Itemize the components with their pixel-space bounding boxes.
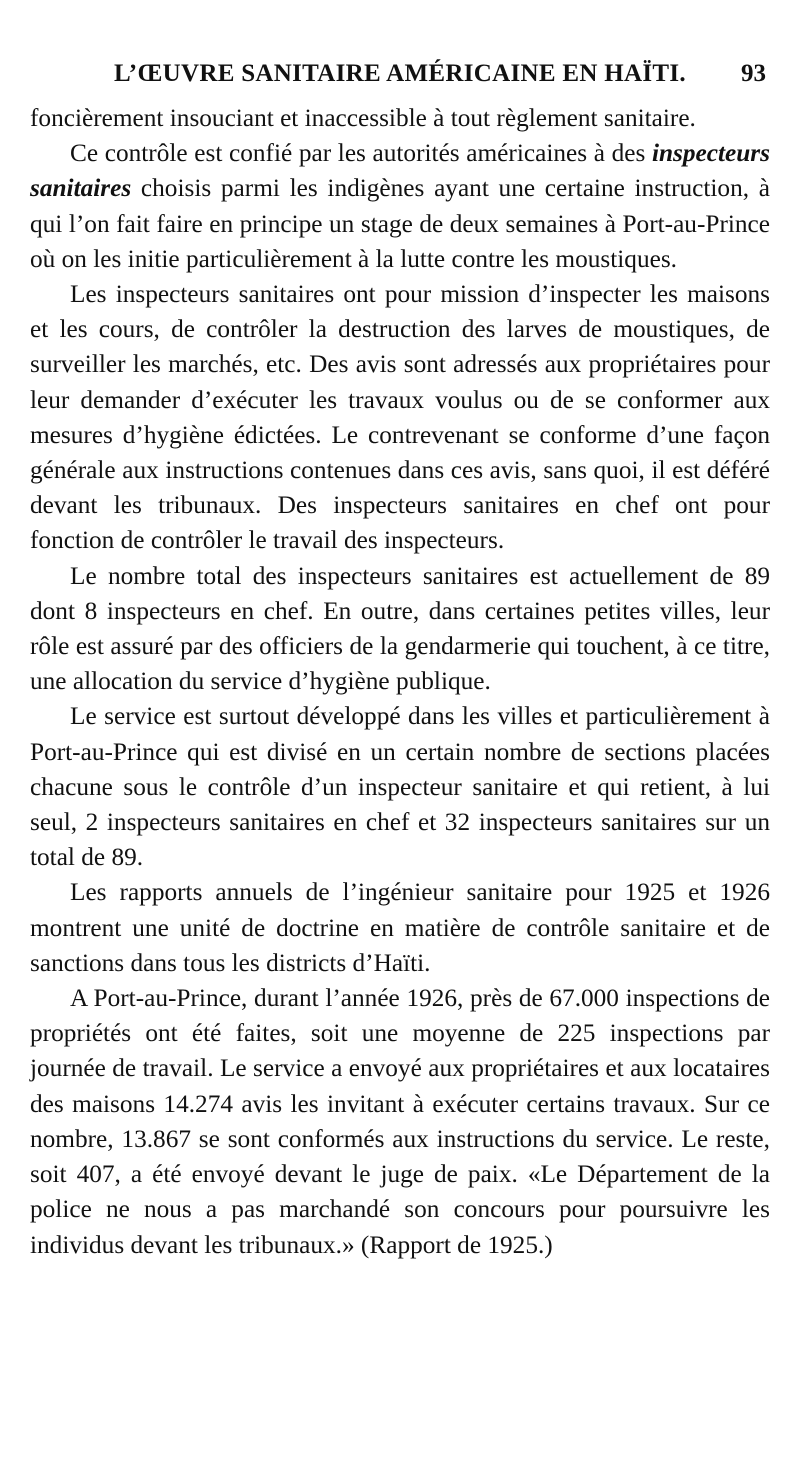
- body-text: [30, 101, 770, 1263]
- paragraph: [30, 101, 770, 136]
- page-number: 93: [741, 60, 766, 87]
- paragraph: [30, 136, 770, 277]
- text-run: A Port-au-Prince, durant l’année 1926, près de 67.000 inspections de propriétés ont été faites, soit une moyenne de 225 inspections par journée de travail. Le service a envoyé aux propriétaires et aux locataires des maisons 14.274 avis les invitant à exécuter certains travaux. Sur ce nombre, 13.867 se sont conformés aux instructions du service. Le reste, soit 407, a été envoyé devant le juge de paix. «Le Département de la police ne nous a pas marchandé son concours pour poursuivre les individus devant les tribunaux.» (Rapport de 1925.): [30, 984, 770, 1259]
- paragraph: [30, 277, 770, 559]
- paragraph: [30, 875, 770, 981]
- emphasized-term: inspecteurs sanitaires: [30, 139, 770, 203]
- paragraph: [30, 699, 770, 875]
- book-page: [30, 55, 770, 1455]
- text-run: Le nombre total des inspecteurs sanitaires est actuellement de 89 dont 8 inspecteurs en chef. En outre, dans certaines petites villes, leur rôle est assuré par des officiers de la gendarmerie qui touchent, à ce titre, une allocation du service d’hygiène publique.: [30, 561, 770, 696]
- text-run: Le service est surtout développé dans les villes et particulièrement à Port-au-Prince qui est divisé en un certain nombre de sections placées chacune sous le contrôle d’un inspecteur sanitaire et qui retient, à lui seul, 2 inspecteurs sanitaires en chef et 32 inspecteurs sanitaires sur un total de 89.: [30, 702, 770, 872]
- text-run: choisis parmi les indigènes ayant une certaine instruction, à qui l’on fait faire en principe un stage de deux semaines à Port-au-Prince où on les initie particulièrement à la lutte contre les moustiques.: [30, 174, 770, 273]
- running-head: [30, 55, 770, 95]
- running-title: L’ŒUVRE SANITAIRE AMÉRICAINE EN HAÏTI.: [114, 60, 686, 87]
- text-run: Les inspecteurs sanitaires ont pour mission d’inspecter les maisons et les cours, de contrôler la destruction des larves de moustiques, de surveiller les marchés, etc. Des avis sont adressés aux propriétaires pour leur demander d’exécuter les travaux voulus ou de se conformer aux mesures d’hygiène édictées. Le contrevenant se conforme d’une façon générale aux instructions contenues dans ces avis, sans quoi, il est déféré devant les tribunaux. Des inspecteurs sanitaires en chef ont pour fonction de contrôler le travail des inspecteurs.: [30, 280, 770, 555]
- paragraph: [30, 981, 770, 1263]
- paragraph: [30, 559, 770, 700]
- text-run: foncièrement insouciant et inaccessible à tout règlement sanitaire.: [30, 104, 696, 132]
- text-run: Les rapports annuels de l’ingénieur sanitaire pour 1925 et 1926 montrent une unité de doctrine en matière de contrôle sanitaire et de sanctions dans tous les districts d’Haïti.: [30, 878, 770, 977]
- text-run: Ce contrôle est confié par les autorités américaines à des: [70, 139, 652, 168]
